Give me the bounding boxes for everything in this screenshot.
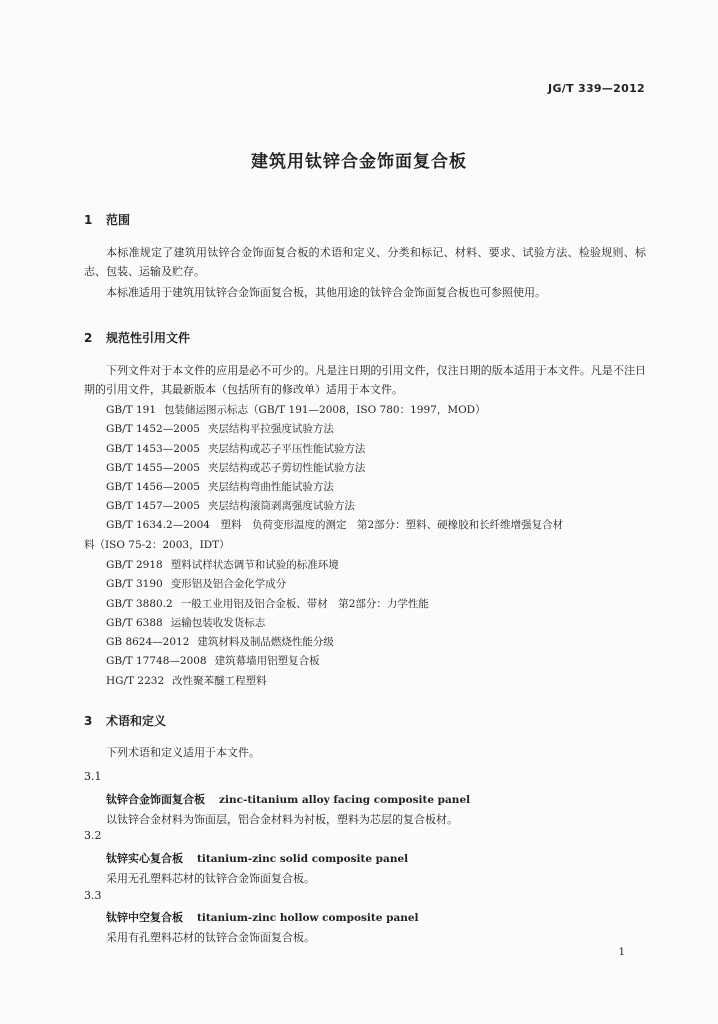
term-name: 钛锌中空复合板 titanium-zinc hollow composite panel [106,911,419,924]
normative-intro: 下列文件对于本文件的应用是必不可少的。凡是注日期的引用文件，仅注日期的版本适用于本文件。凡是不注日期的引用文件，其最新版本（包括所有的修改单）适用于本文件。 [84,364,646,396]
term-definition: 以钛锌合金材料为饰面层，铝合金材料为衬板，塑料为芯层的复合板材。 [106,813,458,826]
section-1-heading [84,211,130,228]
reference-item: GB/T 1457—2005 夹层结构滚筒剥离强度试验方法 [106,500,355,513]
section-title: 规范性引用文件 [106,331,191,345]
page-number: 1 [618,947,625,958]
reference-item: GB/T 17748—2008 建筑幕墙用铝塑复合板 [106,655,320,668]
reference-item-long-cont: 料（ISO 75-2：2003，IDT） [84,539,230,551]
reference-item: GB/T 1452—2005 夹层结构平拉强度试验方法 [106,423,334,436]
term-name: 钛锌实心复合板 titanium-zinc solid composite panel [106,852,409,865]
reference-item: GB/T 1456—2005 夹层结构弯曲性能试验方法 [106,481,334,494]
reference-item: GB/T 2918 塑料试样状态调节和试验的标准环境 [106,559,339,571]
term-definition: 采用无孔塑料芯材的钛锌合金饰面复合板。 [106,872,315,885]
term-name: 钛锌合金饰面复合板 zinc-titanium alloy facing composite panel [106,793,471,806]
section-title: 范围 [106,213,131,227]
term-number: 3.2 [84,829,102,842]
terms-intro: 下列术语和定义适用于本文件。 [106,746,260,759]
reference-item: GB/T 1455—2005 夹层结构或芯子剪切性能试验方法 [106,461,366,474]
reference-item: GB/T 191 包装储运图示标志（GB/T 191—2008，ISO 780：1997，MOD） [106,404,486,416]
section-title: 术语和定义 [106,714,167,728]
section-3-heading [84,712,166,729]
document-title: 建筑用钛锌合金饰面复合板 [251,152,467,172]
reference-item: GB/T 1453—2005 夹层结构或芯子平压性能试验方法 [106,442,366,455]
scope-paragraph-2: 本标准适用于建筑用钛锌合金饰面复合板，其他用途的钛锌合金饰面复合板也可参照使用。 [106,286,546,299]
reference-item: GB/T 6388 运输包装收发货标志 [106,616,266,629]
reference-item-long: GB/T 1634.2—2004 塑料 负荷变形温度的测定 第2部分：塑料、硬橡胶和长纤维增强复合材 [106,519,564,531]
term-number: 3.1 [84,770,102,783]
reference-item: HG/T 2232 改性聚苯醚工程塑料 [106,674,267,687]
section-number: 1 [84,213,93,227]
scope-paragraph-1: 本标准规定了建筑用钛锌合金饰面复合板的术语和定义、分类和标记、材料、要求、试验方法、检验规则、标志、包装、运输及贮存。 [84,246,646,278]
section-number: 3 [84,714,93,728]
reference-list [106,401,651,517]
section-2-heading [84,329,190,346]
term-definition: 采用有孔塑料芯材的钛锌合金饰面复合板。 [106,931,315,944]
reference-item: GB 8624—2012 建筑材料及制品燃烧性能分级 [106,636,334,649]
reference-item: GB/T 3880.2 一般工业用铝及铝合金板、带材 第2部分：力学性能 [106,597,429,610]
section-number: 2 [84,331,93,345]
term-number: 3.3 [84,889,102,902]
reference-item: GB/T 3190 变形铝及铝合金化学成分 [106,578,287,591]
standard-code: JG/T 339—2012 [548,82,645,95]
reference-list-2 [106,556,651,691]
